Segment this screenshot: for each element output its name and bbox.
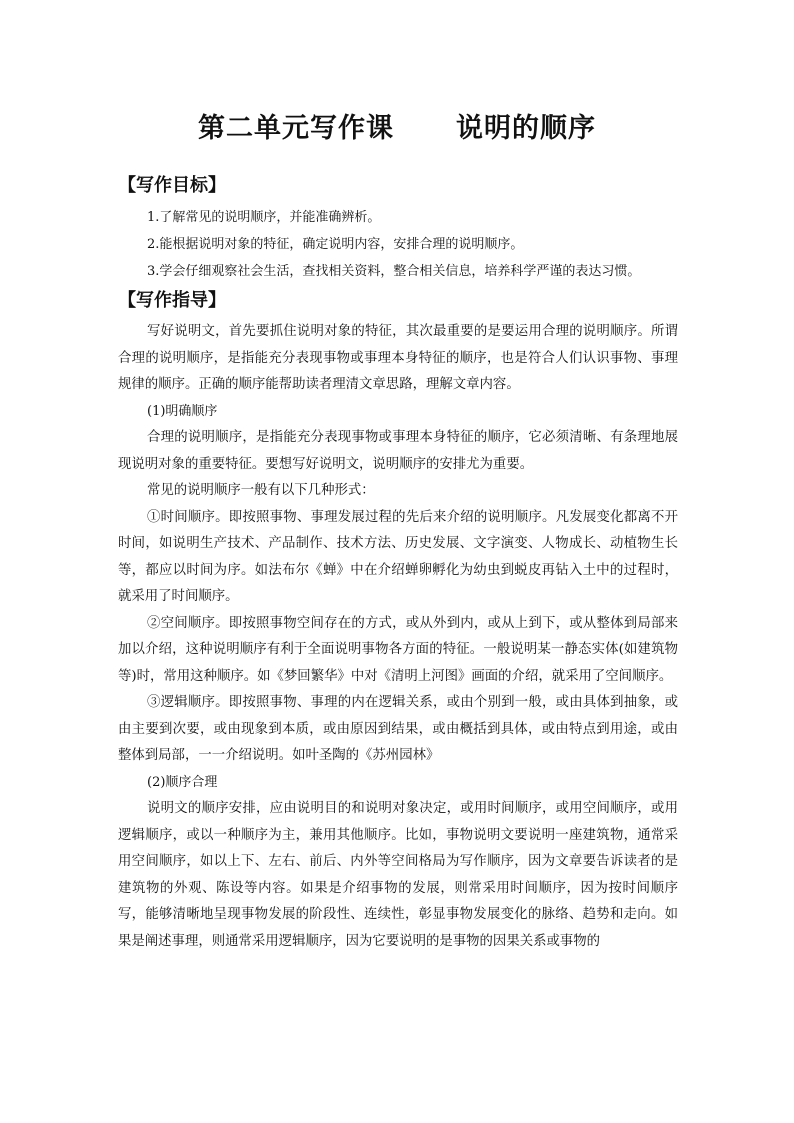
guidance-heading: 【写作指导】 bbox=[118, 290, 226, 311]
title-part-unit: 第二单元写作课 bbox=[198, 113, 394, 144]
reasonable-order-paragraph: 说明文的顺序安排，应由说明目的和说明对象决定，或用时间顺序，或用空间顺序，或用逻辑顺序，或以一种顺序为主，兼用其他顺序。比如，事物说明文要说明一座建筑物，通常采用空间顺序，如以上下、左右、前后、内外等空间格局为写作顺序，因为文章要告诉读者的是建筑物的外观、陈设等内容。如果是介绍事物的发展，则常采用时间顺序，因为按时间顺序写，能够清晰地呈现事物发展的阶段性、连续性，彰显事物发展变化的脉络、趋势和走向。如果是阐述事理，则通常采用逻辑顺序，因为它要说明的是事物的因果关系或事物的 bbox=[118, 801, 678, 949]
document-body bbox=[118, 170, 678, 955]
space-order-paragraph: ②空间顺序。即按照事物空间存在的方式，或从外到内，或从上到下，或从整体到局部来加以介绍，这种说明顺序有利于全面说明事物各方面的特征。一般说明某一静态实体(如建筑物等)时，常用这种顺序。如《梦回繁华》中对《清明上河图》画面的介绍，就采用了空间顺序。 bbox=[118, 615, 678, 684]
time-order-paragraph: ①时间顺序。即按照事物、事理发展过程的先后来介绍的说明顺序。凡发展变化都离不开时间，如说明生产技术、产品制作、技术方法、历史发展、文字演变、人物成长、动植物生长等，都应以时间为序。如法布尔《蝉》中在介绍蝉卵孵化为幼虫到蜕皮再钻入土中的过程时，就采用了时间顺序。 bbox=[118, 509, 678, 604]
logic-order-paragraph: ③逻辑顺序。即按照事物、事理的内在逻辑关系，或由个别到一般，或由具体到抽象，或由主要到次要，或由现象到本质，或由原因到结果，或由概括到具体，或由特点到用途，或由整体到局部，一一介绍说明。如叶圣陶的《苏州园林》 bbox=[118, 695, 678, 763]
objective-item-3: 3.学会仔细观察社会生活，查找相关资料，整合相关信息，培养科学严谨的表达习惯。 bbox=[147, 264, 641, 279]
guidance-intro-paragraph: 写好说明文，首先要抓住说明对象的特征，其次最重要的是要运用合理的说明顺序。所谓合理的说明顺序，是指能充分表现事物或事理本身特征的顺序，也是符合人们认识事物、事理规律的顺序。正确的顺序能帮助读者理清文章思路，理解文章内容。 bbox=[118, 324, 678, 392]
title-part-topic: 说明的顺序 bbox=[456, 113, 596, 144]
page-title bbox=[0, 106, 794, 145]
objective-item-1: 1.了解常见的说明顺序，并能准确辨析。 bbox=[147, 210, 381, 225]
common-orders-intro: 常见的说明顺序一般有以下几种形式： bbox=[147, 483, 375, 498]
objective-item-2: 2.能根据说明对象的特征，确定说明内容，安排合理的说明顺序。 bbox=[147, 237, 524, 252]
subheading-reasonable-order: (2)顺序合理 bbox=[147, 774, 218, 790]
clear-order-paragraph: 合理的说明顺序，是指能充分表现事物或事理本身特征的顺序，它必须清晰、有条理地展现说明对象的重要特征。要想写好说明文，说明顺序的安排尤为重要。 bbox=[118, 430, 678, 472]
objectives-heading: 【写作目标】 bbox=[118, 175, 226, 196]
subheading-clear-order: (1)明确顺序 bbox=[147, 403, 218, 419]
